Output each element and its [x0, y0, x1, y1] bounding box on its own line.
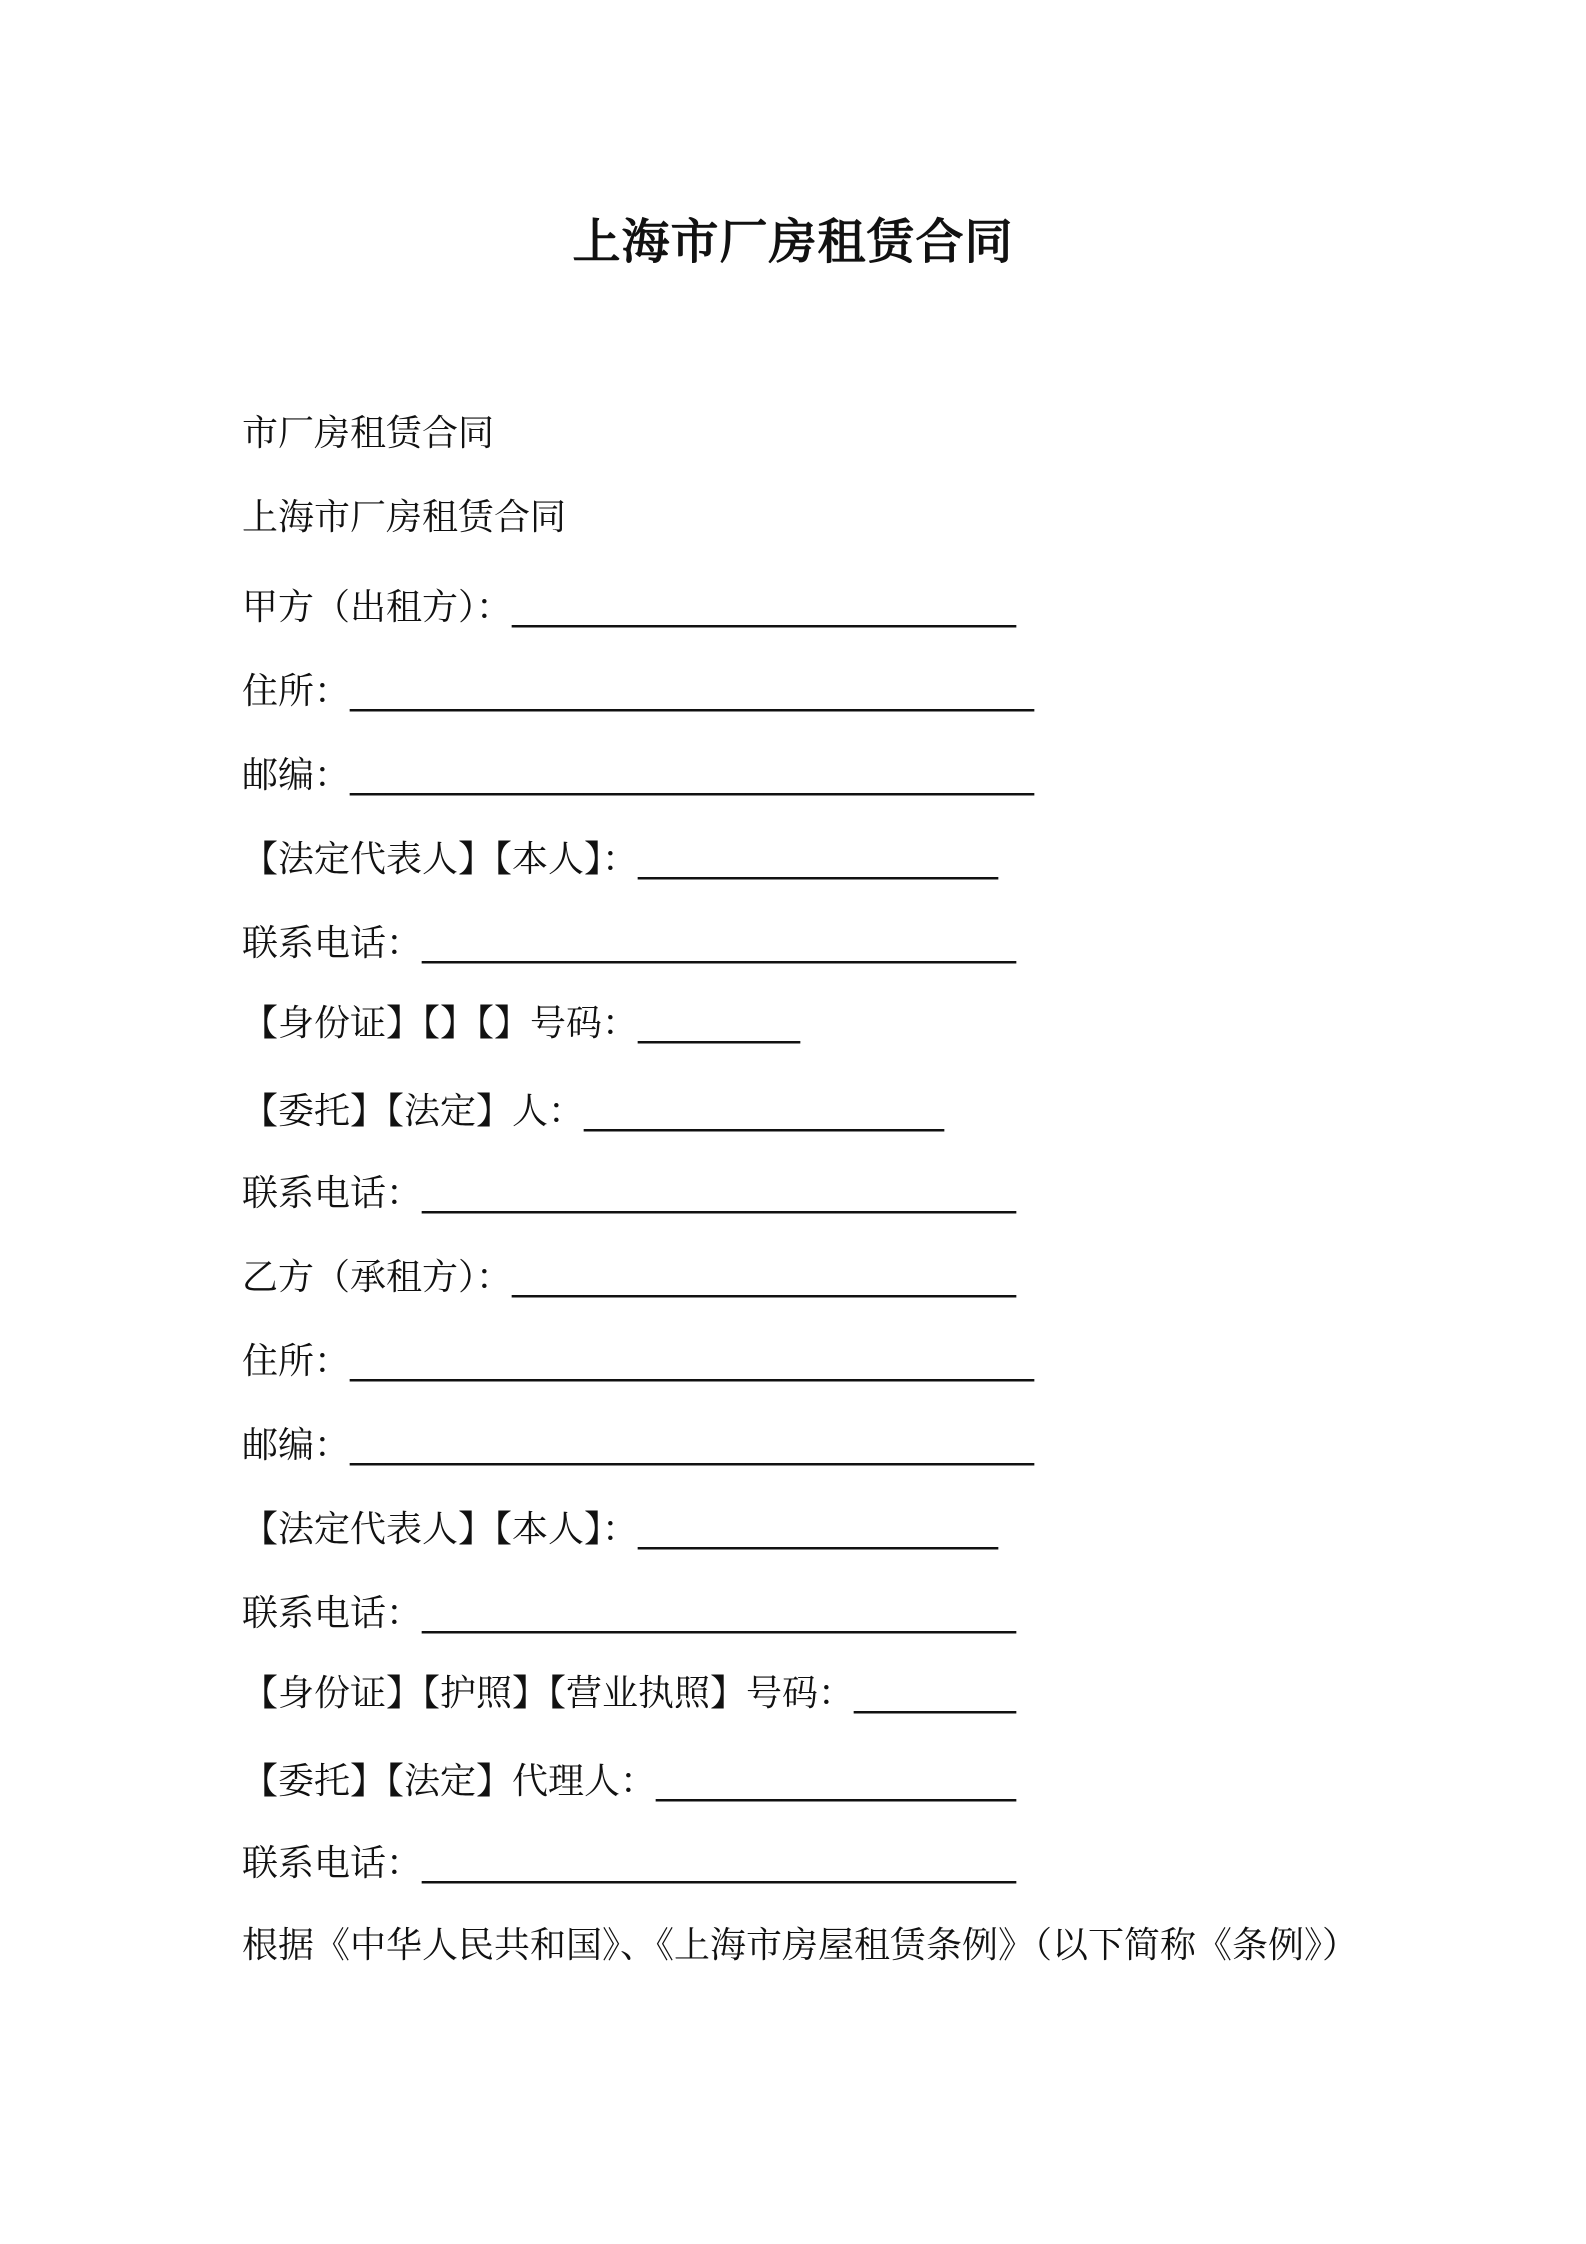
party-a-postcode-field: 邮编：______________________________________: [242, 755, 1035, 796]
party-b-phone-field: 联系电话：_________________________________: [242, 1593, 1017, 1634]
party-a-agent-field: 【委托】【法定】人：____________________: [242, 1091, 945, 1132]
heading-line-2: 上海市厂房租赁合同: [242, 497, 567, 538]
party-a-phone-field: 联系电话：_________________________________: [242, 923, 1017, 964]
heading-line-1: 市厂房租赁合同: [242, 413, 495, 454]
party-a-name-field: 甲方（出租方）：____________________________: [242, 587, 1017, 628]
party-b-address-field: 住所：______________________________________: [242, 1341, 1035, 1382]
party-b-agent-field: 【委托】【法定】代理人：____________________: [242, 1761, 1017, 1802]
party-a-address-field: 住所：______________________________________: [242, 671, 1035, 712]
document-title: 上海市厂房租赁合同: [572, 214, 1014, 270]
party-b-agent-phone-field: 联系电话：_________________________________: [242, 1843, 1017, 1884]
legal-basis-paragraph: 根据《中华人民共和国》、《上海市房屋租赁条例》（以下简称《条例》）: [242, 1925, 1359, 1966]
party-a-legal-representative-field: 【法定代表人】【本人】：____________________: [242, 839, 999, 880]
party-b-name-field: 乙方（承租方）：____________________________: [242, 1257, 1017, 1298]
party-b-legal-representative-field: 【法定代表人】【本人】：____________________: [242, 1509, 999, 1550]
party-b-postcode-field: 邮编：______________________________________: [242, 1425, 1035, 1466]
party-b-id-number-field: 【身份证】【护照】【营业执照】号码：_________: [242, 1673, 1017, 1714]
party-a-id-number-field: 【身份证】【】【】号码：_________: [242, 1003, 801, 1044]
party-a-agent-phone-field: 联系电话：_________________________________: [242, 1173, 1017, 1214]
